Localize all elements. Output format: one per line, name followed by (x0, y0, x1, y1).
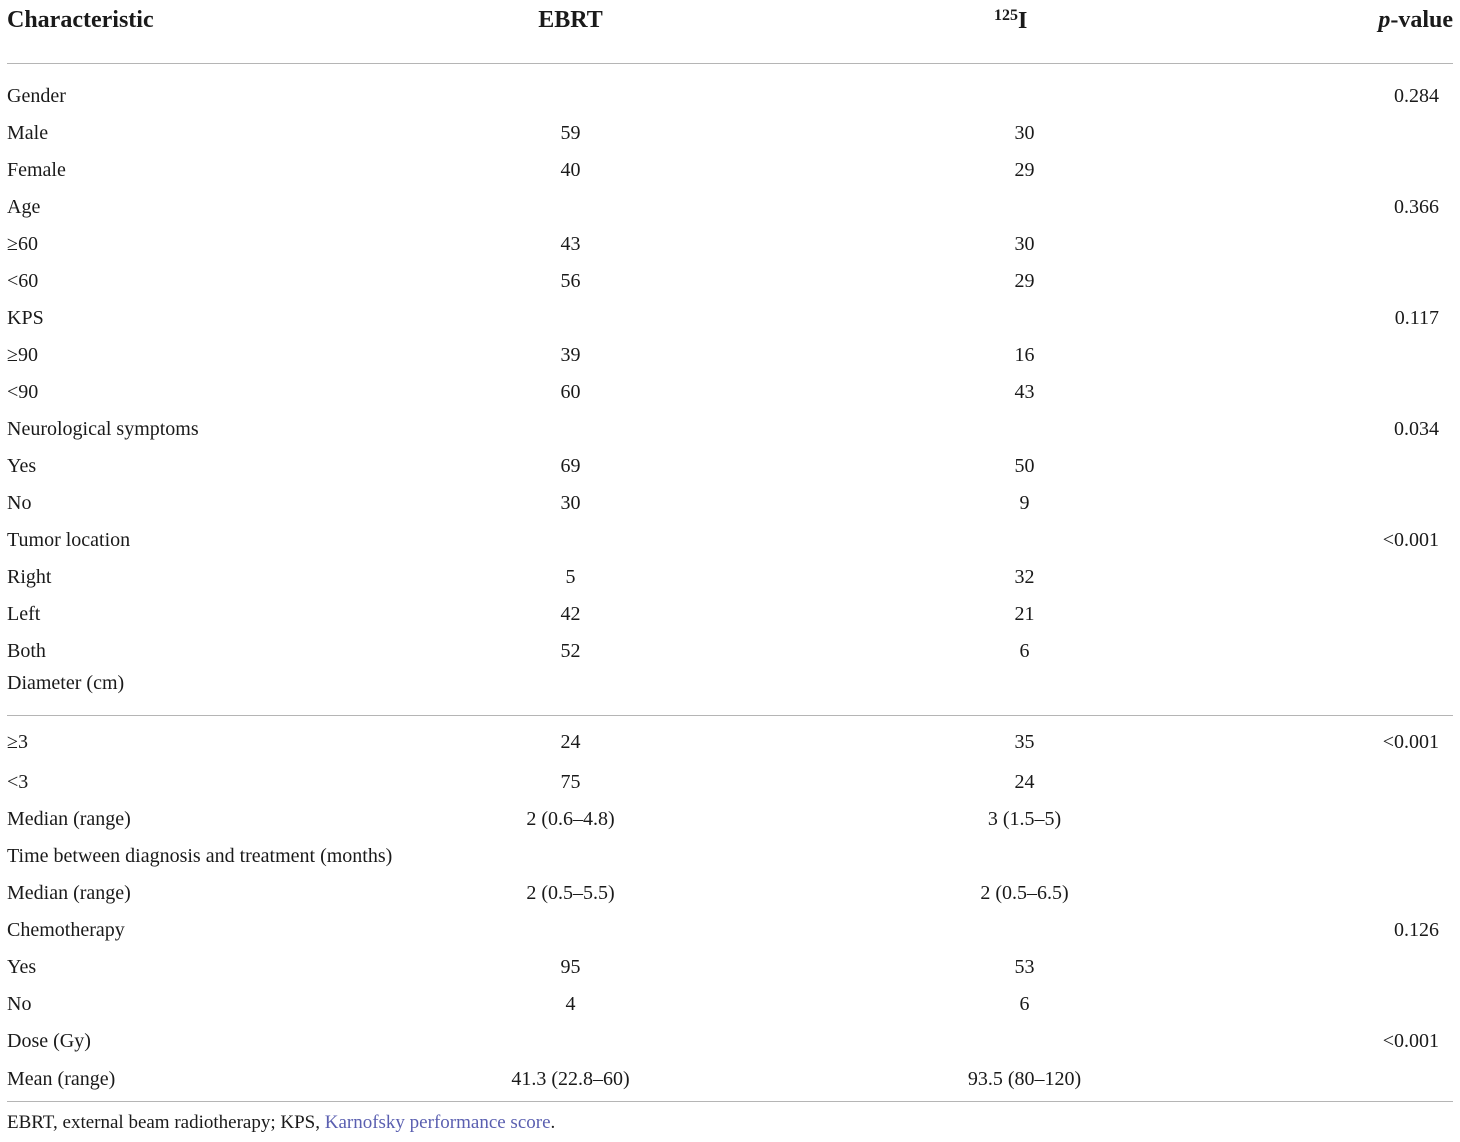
row-i125-value: 9 (1019, 491, 1030, 514)
row-label: Mean (range) (7, 1068, 116, 1090)
row-p-value (1262, 336, 1453, 373)
table-row (7, 763, 1453, 800)
row-ebrt-value: 75 (560, 770, 581, 793)
row-ebrt-value (407, 64, 747, 115)
table-row (7, 800, 1453, 837)
row-ebrt-value: 40 (560, 158, 581, 181)
table-row (7, 188, 1453, 225)
row-i125-value: 43 (1014, 380, 1035, 403)
row-ebrt-value: 24 (560, 730, 581, 753)
characteristics-table (7, 0, 1453, 1099)
row-label: Time between diagnosis and treatment (months) (7, 844, 393, 867)
row-label: Both (7, 639, 46, 662)
row-label: Right (7, 565, 52, 588)
row-ebrt-value: 60 (560, 380, 581, 403)
row-i125-value: 6 (1019, 639, 1030, 662)
row-p-value (1262, 632, 1453, 669)
row-label: ≥3 (7, 730, 28, 753)
row-i125-value (747, 188, 1262, 225)
row-p-value (1262, 151, 1453, 188)
row-p-value: 0.366 (1394, 195, 1439, 218)
header-p-rest: -value (1390, 7, 1453, 33)
row-ebrt-value: 52 (560, 639, 581, 662)
row-i125-value: 24 (1014, 770, 1035, 793)
table-row (7, 521, 1453, 558)
row-p-value: 0.284 (1394, 84, 1439, 107)
row-p-value (1262, 800, 1453, 837)
row-label: Male (7, 121, 49, 144)
row-i125-value (747, 299, 1262, 336)
row-p-value (1262, 948, 1453, 985)
table-row (7, 114, 1453, 151)
footnote-link-karnofsky[interactable]: Karnofsky performance score (324, 1112, 551, 1133)
row-p-value (1262, 595, 1453, 632)
row-ebrt-value (407, 1022, 747, 1059)
table-row (7, 225, 1453, 262)
row-i125-value: 93.5 (80–120) (967, 1068, 1082, 1090)
row-i125-value (747, 410, 1262, 447)
row-p-value (1262, 225, 1453, 262)
row-ebrt-value: 69 (560, 454, 581, 477)
row-label: <3 (7, 770, 29, 793)
row-p-value (1262, 447, 1453, 484)
row-ebrt-value: 4 (565, 992, 576, 1015)
row-i125-value: 30 (1014, 121, 1035, 144)
row-p-value (1262, 985, 1453, 1022)
row-ebrt-value (407, 410, 747, 447)
table-row (7, 373, 1453, 410)
row-label: Chemotherapy (7, 918, 125, 941)
row-p-value (1262, 262, 1453, 299)
table-row (7, 1059, 1453, 1099)
row-label: <60 (7, 269, 39, 292)
row-i125-value (747, 669, 1262, 716)
table-row (7, 1022, 1453, 1059)
row-p-value: <0.001 (1382, 730, 1439, 753)
row-ebrt-value (407, 669, 747, 716)
row-p-value (1262, 558, 1453, 595)
row-label: Left (7, 602, 41, 625)
row-label: Dose (Gy) (7, 1029, 91, 1052)
row-ebrt-value: 95 (560, 955, 581, 978)
row-i125-value (747, 911, 1262, 948)
row-ebrt-value: 56 (560, 269, 581, 292)
row-i125-value: 2 (0.5–6.5) (980, 881, 1069, 904)
header-i125-base: I (1018, 8, 1028, 34)
row-p-value: 0.117 (1394, 306, 1439, 329)
table-row (7, 484, 1453, 521)
row-ebrt-value: 2 (0.5–5.5) (526, 881, 615, 904)
row-ebrt-value: 30 (560, 491, 581, 514)
table-row (7, 299, 1453, 336)
row-label: Yes (7, 955, 37, 978)
footer-rule (7, 1101, 1453, 1102)
table-row (7, 447, 1453, 484)
row-label: Diameter (cm) (7, 669, 407, 716)
table-row (7, 64, 1453, 115)
row-i125-value (747, 837, 1262, 874)
header-p-value (1262, 0, 1453, 64)
row-label: Age (7, 195, 41, 218)
row-label: Female (7, 158, 66, 181)
row-i125-value (747, 521, 1262, 558)
row-i125-value: 35 (1014, 730, 1035, 753)
row-i125-value: 50 (1014, 454, 1035, 477)
table-row (7, 410, 1453, 447)
row-i125-value (747, 1022, 1262, 1059)
row-ebrt-value: 2 (0.6–4.8) (526, 807, 615, 830)
row-label: No (7, 491, 32, 514)
row-label: No (7, 992, 32, 1015)
row-label: Yes (7, 454, 37, 477)
row-label: KPS (7, 306, 44, 329)
row-ebrt-value: 59 (560, 121, 581, 144)
row-ebrt-value (407, 911, 747, 948)
table-header (7, 0, 1453, 64)
row-label: Median (range) (7, 881, 131, 904)
row-p-value (1262, 114, 1453, 151)
table-footnote (7, 1112, 555, 1134)
table-row (7, 669, 1453, 716)
row-p-value: 0.034 (1394, 417, 1439, 440)
row-ebrt-value: 5 (565, 565, 576, 588)
row-p-value: <0.001 (1382, 528, 1439, 551)
row-label: ≥90 (7, 343, 38, 366)
row-i125-value: 21 (1014, 602, 1035, 625)
footnote-text: EBRT, external beam radiotherapy; KPS, (7, 1112, 325, 1133)
row-label: <90 (7, 380, 39, 403)
table-row (7, 558, 1453, 595)
row-label: Gender (7, 84, 66, 107)
row-p-value (1262, 763, 1453, 800)
table-row (7, 716, 1453, 764)
row-p-value (1262, 669, 1453, 716)
footnote-end: . (550, 1112, 556, 1133)
row-p-value (1262, 373, 1453, 410)
table-row (7, 985, 1453, 1022)
row-p-value (1262, 837, 1453, 874)
row-ebrt-value: 41.3 (22.8–60) (511, 1068, 630, 1090)
row-i125-value: 29 (1014, 269, 1035, 292)
header-row (7, 0, 1453, 64)
row-p-value (1262, 1059, 1453, 1099)
header-characteristic: Characteristic (7, 0, 407, 64)
row-i125-value: 29 (1014, 158, 1035, 181)
row-i125-value: 32 (1014, 565, 1035, 588)
table-row (7, 837, 1453, 874)
header-ebrt: EBRT (407, 0, 747, 64)
table-row (7, 948, 1453, 985)
header-i125 (747, 0, 1262, 64)
table-row (7, 336, 1453, 373)
row-i125-value: 3 (1.5–5) (987, 807, 1062, 830)
row-ebrt-value: 39 (560, 343, 581, 366)
table-row (7, 262, 1453, 299)
characteristics-table-wrapper (7, 0, 1453, 1099)
row-ebrt-value (407, 188, 747, 225)
row-p-value (1262, 484, 1453, 521)
row-ebrt-value: 42 (560, 602, 581, 625)
row-i125-value: 16 (1014, 343, 1035, 366)
header-p-italic: p (1378, 7, 1391, 33)
row-ebrt-value (407, 299, 747, 336)
row-i125-value (747, 64, 1262, 115)
row-p-value (1262, 874, 1453, 911)
row-label: ≥60 (7, 232, 38, 255)
header-i125-superscript: 125 (994, 7, 1018, 24)
table-body (7, 64, 1453, 1100)
table-row (7, 911, 1453, 948)
table-row (7, 632, 1453, 669)
row-ebrt-value (407, 521, 747, 558)
row-label: Neurological symptoms (7, 417, 199, 440)
row-i125-value: 30 (1014, 232, 1035, 255)
row-p-value: <0.001 (1382, 1029, 1439, 1052)
row-i125-value: 53 (1014, 955, 1035, 978)
row-ebrt-value (407, 837, 747, 874)
row-p-value: 0.126 (1394, 918, 1439, 941)
table-row (7, 151, 1453, 188)
row-ebrt-value: 43 (560, 232, 581, 255)
table-row (7, 874, 1453, 911)
row-i125-value: 6 (1019, 992, 1030, 1015)
table-row (7, 595, 1453, 632)
row-label: Tumor location (7, 528, 131, 551)
row-label: Median (range) (7, 807, 131, 830)
